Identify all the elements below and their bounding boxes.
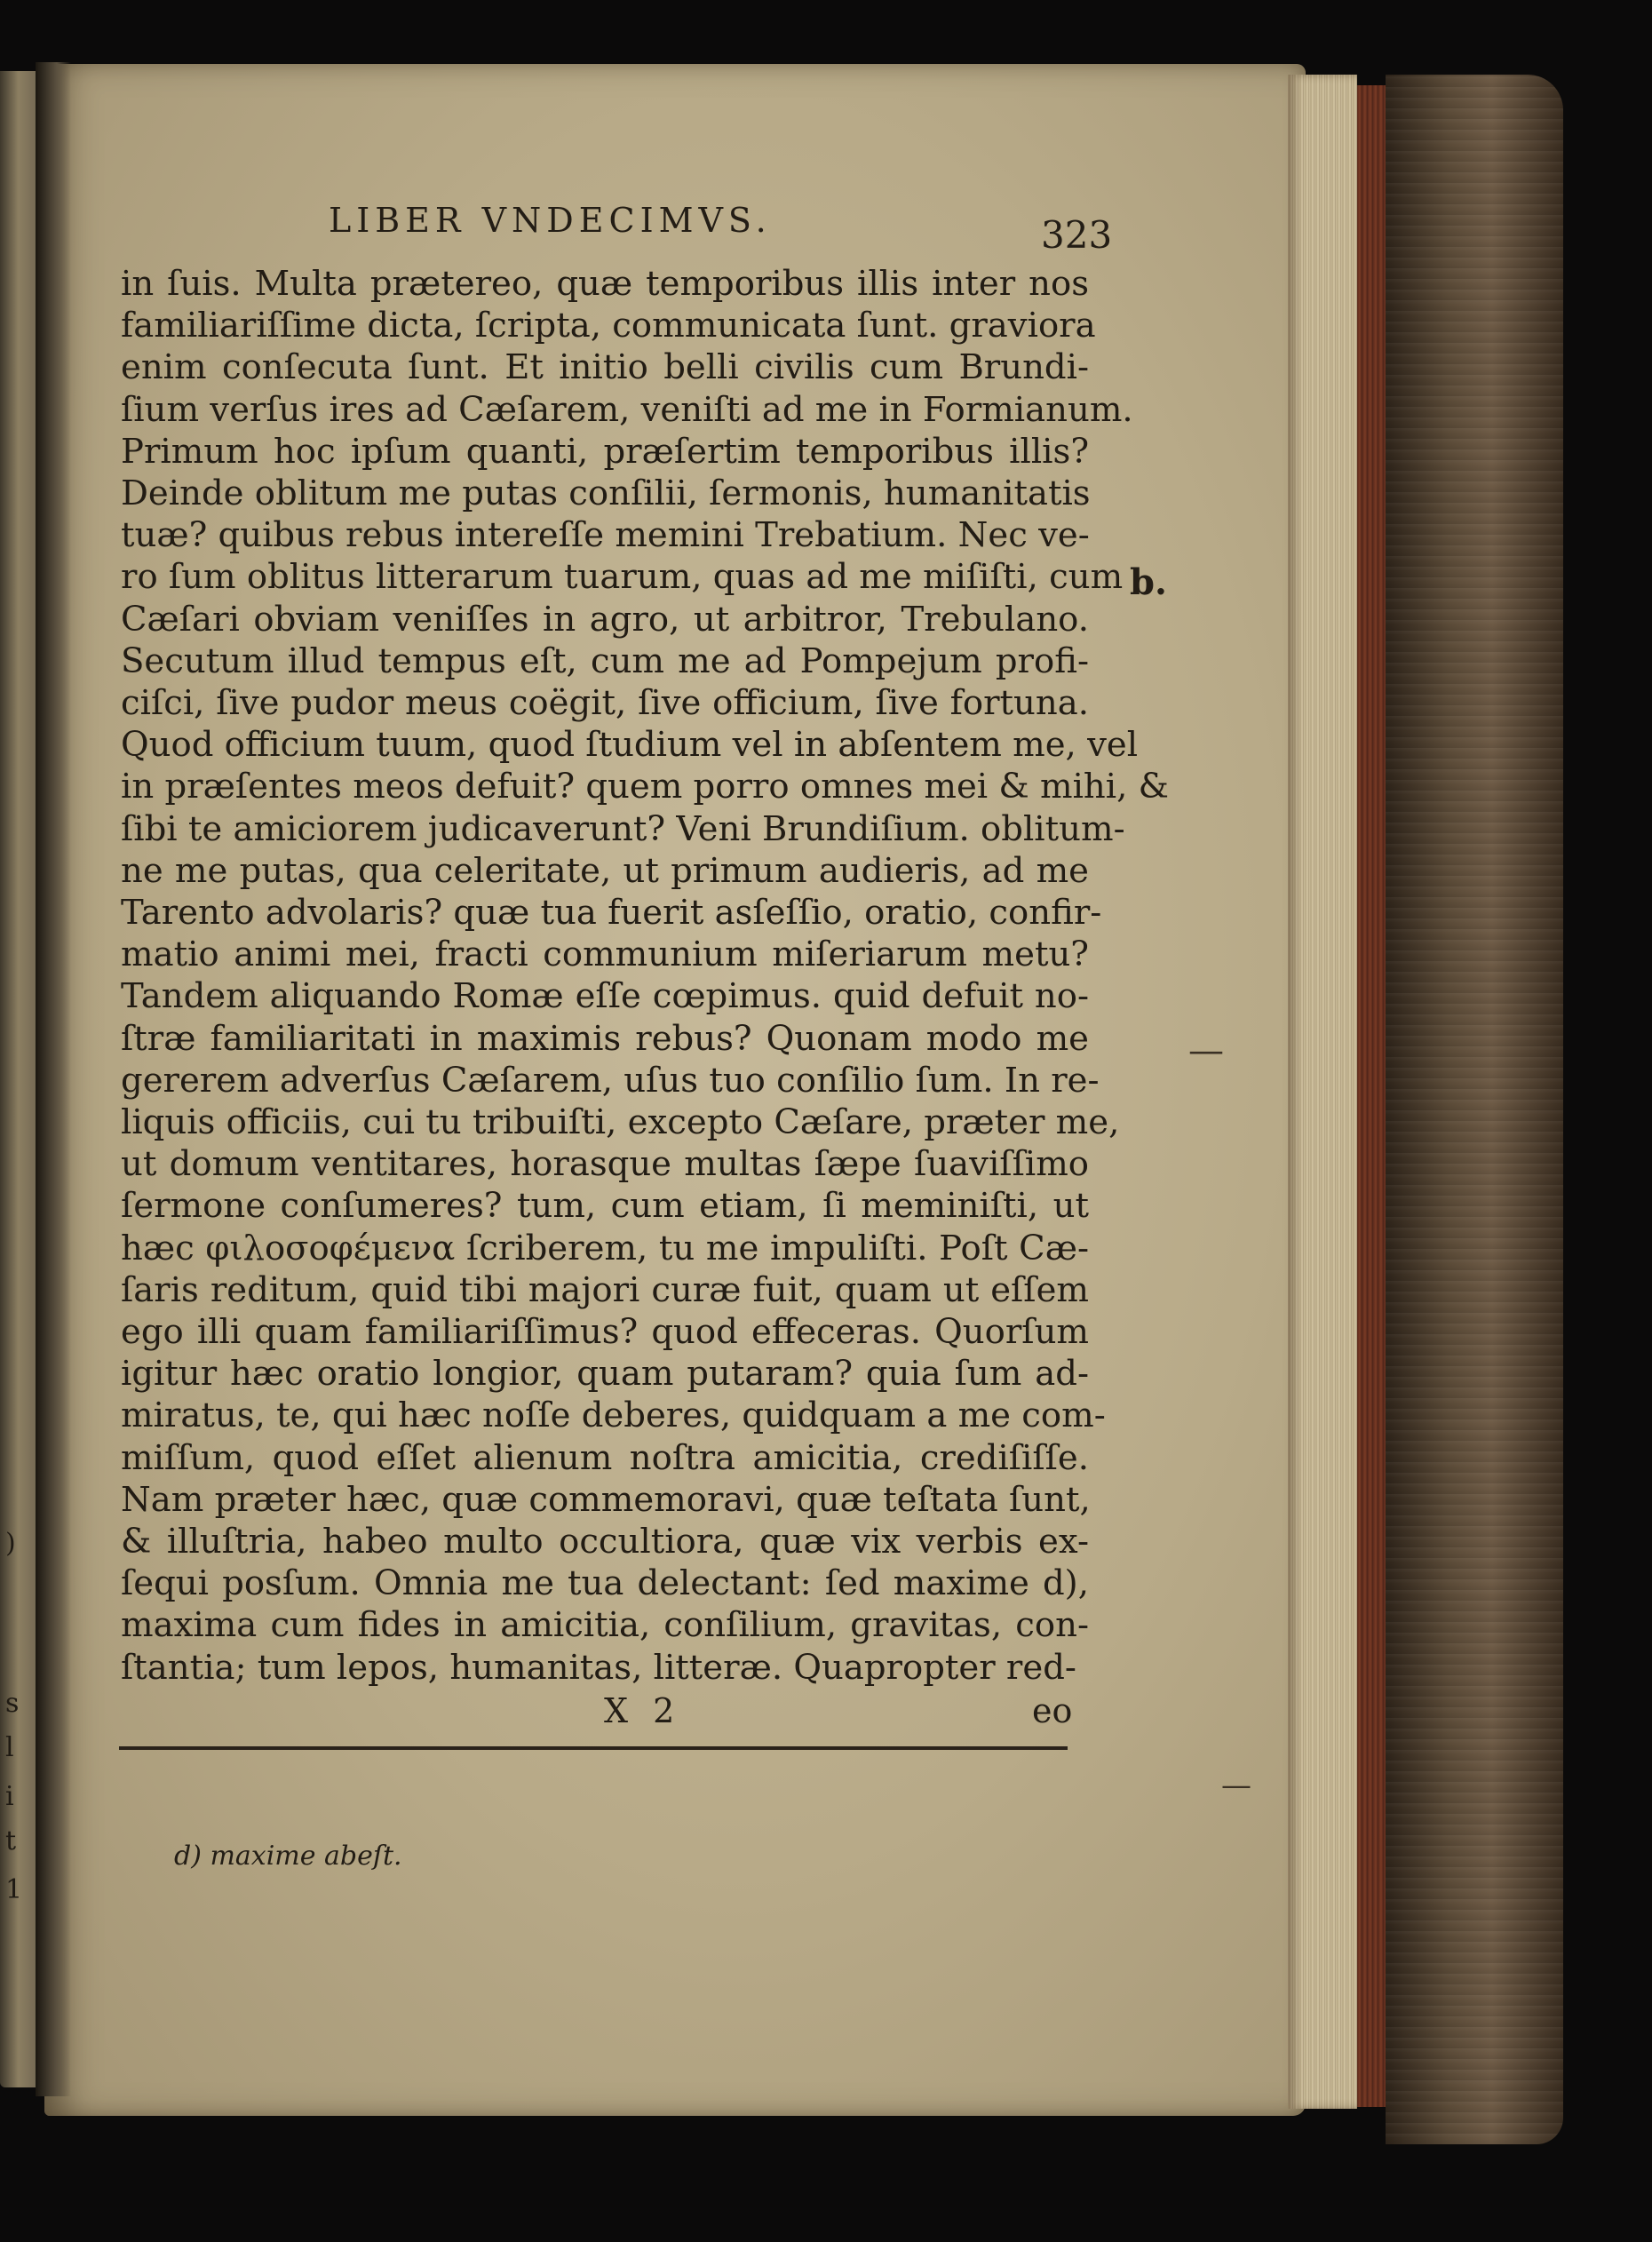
text-line: ſium verſus ires ad Cæſarem, veniſti ad me in Formianum. (121, 389, 1133, 430)
left-fragment: t (5, 1825, 17, 1856)
book-cover (1386, 75, 1563, 2144)
text-line: ſibi te amiciorem judicaverunt? Veni Brundiſium. oblitum- (121, 808, 1125, 849)
text-line: ſtantia; tum lepos, humanitas, litteræ. Quapropter red- (121, 1647, 1076, 1688)
text-line: familiariſſime dicta, ſcripta, communicata ſunt. graviora (121, 306, 1096, 346)
catchword: eo (1032, 1691, 1073, 1730)
text-line: matio animi mei, fracti communium miſeriarum metu? (121, 934, 1089, 975)
text-line: Tandem aliquando Romæ eſſe cœpimus. quid defuit no- (121, 976, 1089, 1017)
text-line: gererem adverſus Cæſarem, uſus tuo conſilio ſum. In re- (121, 1060, 1100, 1101)
text-line: ne me putas, qua celeritate, ut primum audieris, ad me (121, 850, 1089, 891)
text-line: ciſci, ſive pudor meus coëgit, ſive officium, ſive fortuna. (121, 683, 1089, 723)
left-fragment: i (5, 1781, 14, 1812)
text-line: Tarento advolaris? quæ tua fuerit asſeſſio, oratio, confir- (121, 893, 1102, 933)
text-line: Quod officium tuum, quod ſtudium vel in abſentem me, vel (121, 725, 1139, 766)
left-fragment: 1 (5, 1874, 23, 1905)
text-line: liquis officiis, cui tu tribuiſti, excepto Cæſare, præter me, (121, 1102, 1120, 1142)
text-line: miratus, te, qui hæc noſſe deberes, quidquam a me com- (121, 1395, 1106, 1436)
text-line: ſaris reditum, quid tibi majori curæ fuit, quam ut eſſem (121, 1269, 1089, 1310)
text-line: igitur hæc oratio longior, quam putaram? quia ſum ad- (121, 1354, 1089, 1395)
text-line: in præſentes meos defuit? quem porro omnes mei & mihi, & (121, 767, 1169, 807)
stray-mark: — (1188, 1030, 1224, 1071)
text-line: miſſum, quod eſſet alienum noſtra amicitia, crediſiſſe. (121, 1437, 1089, 1478)
footnote: d) maxime abeſt. (174, 1841, 402, 1872)
text-line: enim conſecuta ſunt. Et initio belli civilis cum Brundi- (121, 347, 1089, 388)
page-edges (1288, 75, 1357, 2109)
text-line: ſermone conſumeres? tum, cum etiam, ſi meminiſti, ut (121, 1186, 1089, 1227)
stray-mark: — (1221, 1768, 1251, 1803)
text-line: ego illi quam familiariſſimus? quod effeceras. Quorſum (121, 1312, 1089, 1352)
text-line: Secutum illud tempus eſt, cum me ad Pompejum profi- (121, 640, 1089, 681)
text-line: Primum hoc ipſum quanti, præſertim temporibus illis? (121, 431, 1089, 472)
text-line: Deinde oblitum me putas conſilii, ſermonis, humanitatis (121, 473, 1091, 513)
signature-mark: X 2 (604, 1691, 682, 1730)
left-fragment: ) (5, 1528, 16, 1559)
page-number: 323 (1041, 213, 1113, 257)
left-page-fragments (5, 71, 32, 2087)
text-line: ſequi posſum. Omnia me tua delectant: ſed maxime d), (121, 1563, 1089, 1604)
text-line: ut domum ventitares, horasque multas ſæpe ſuaviſſimo (121, 1144, 1089, 1185)
text-line: ro ſum oblitus litterarum tuarum, quas ad me miſiſti, cum (121, 557, 1124, 598)
text-line: ſtræ familiaritati in maximis rebus? Quonam modo me (121, 1018, 1089, 1059)
running-title: LIBER VNDECIMVS. (329, 201, 772, 240)
text-line: Nam præter hæc, quæ commemoravi, quæ teſtata ſunt, (121, 1479, 1091, 1520)
text-line: in ſuis. Multa prætereo, quæ temporibus illis inter nos (121, 264, 1089, 304)
gutter-shadow (36, 62, 71, 2096)
left-fragment: l (5, 1732, 14, 1763)
footnote-rule (119, 1746, 1068, 1750)
left-fragment: s (5, 1688, 20, 1719)
text-line: maxima cum fides in amicitia, conſilium, gravitas, con- (121, 1605, 1089, 1646)
text-line: & illuſtria, habeo multo occultiora, quæ vix verbis ex- (121, 1522, 1089, 1562)
text-line: hæc φιλοσοφέμενα ſcriberem, tu me impuliſti. Poſt Cæ- (121, 1228, 1089, 1268)
text-line: Cæſari obviam veniſſes in agro, ut arbitror, Trebulano. (121, 599, 1089, 640)
margin-note: b. (1130, 561, 1167, 603)
text-line: tuæ? quibus rebus intereſſe memini Trebatium. Nec ve- (121, 515, 1090, 556)
